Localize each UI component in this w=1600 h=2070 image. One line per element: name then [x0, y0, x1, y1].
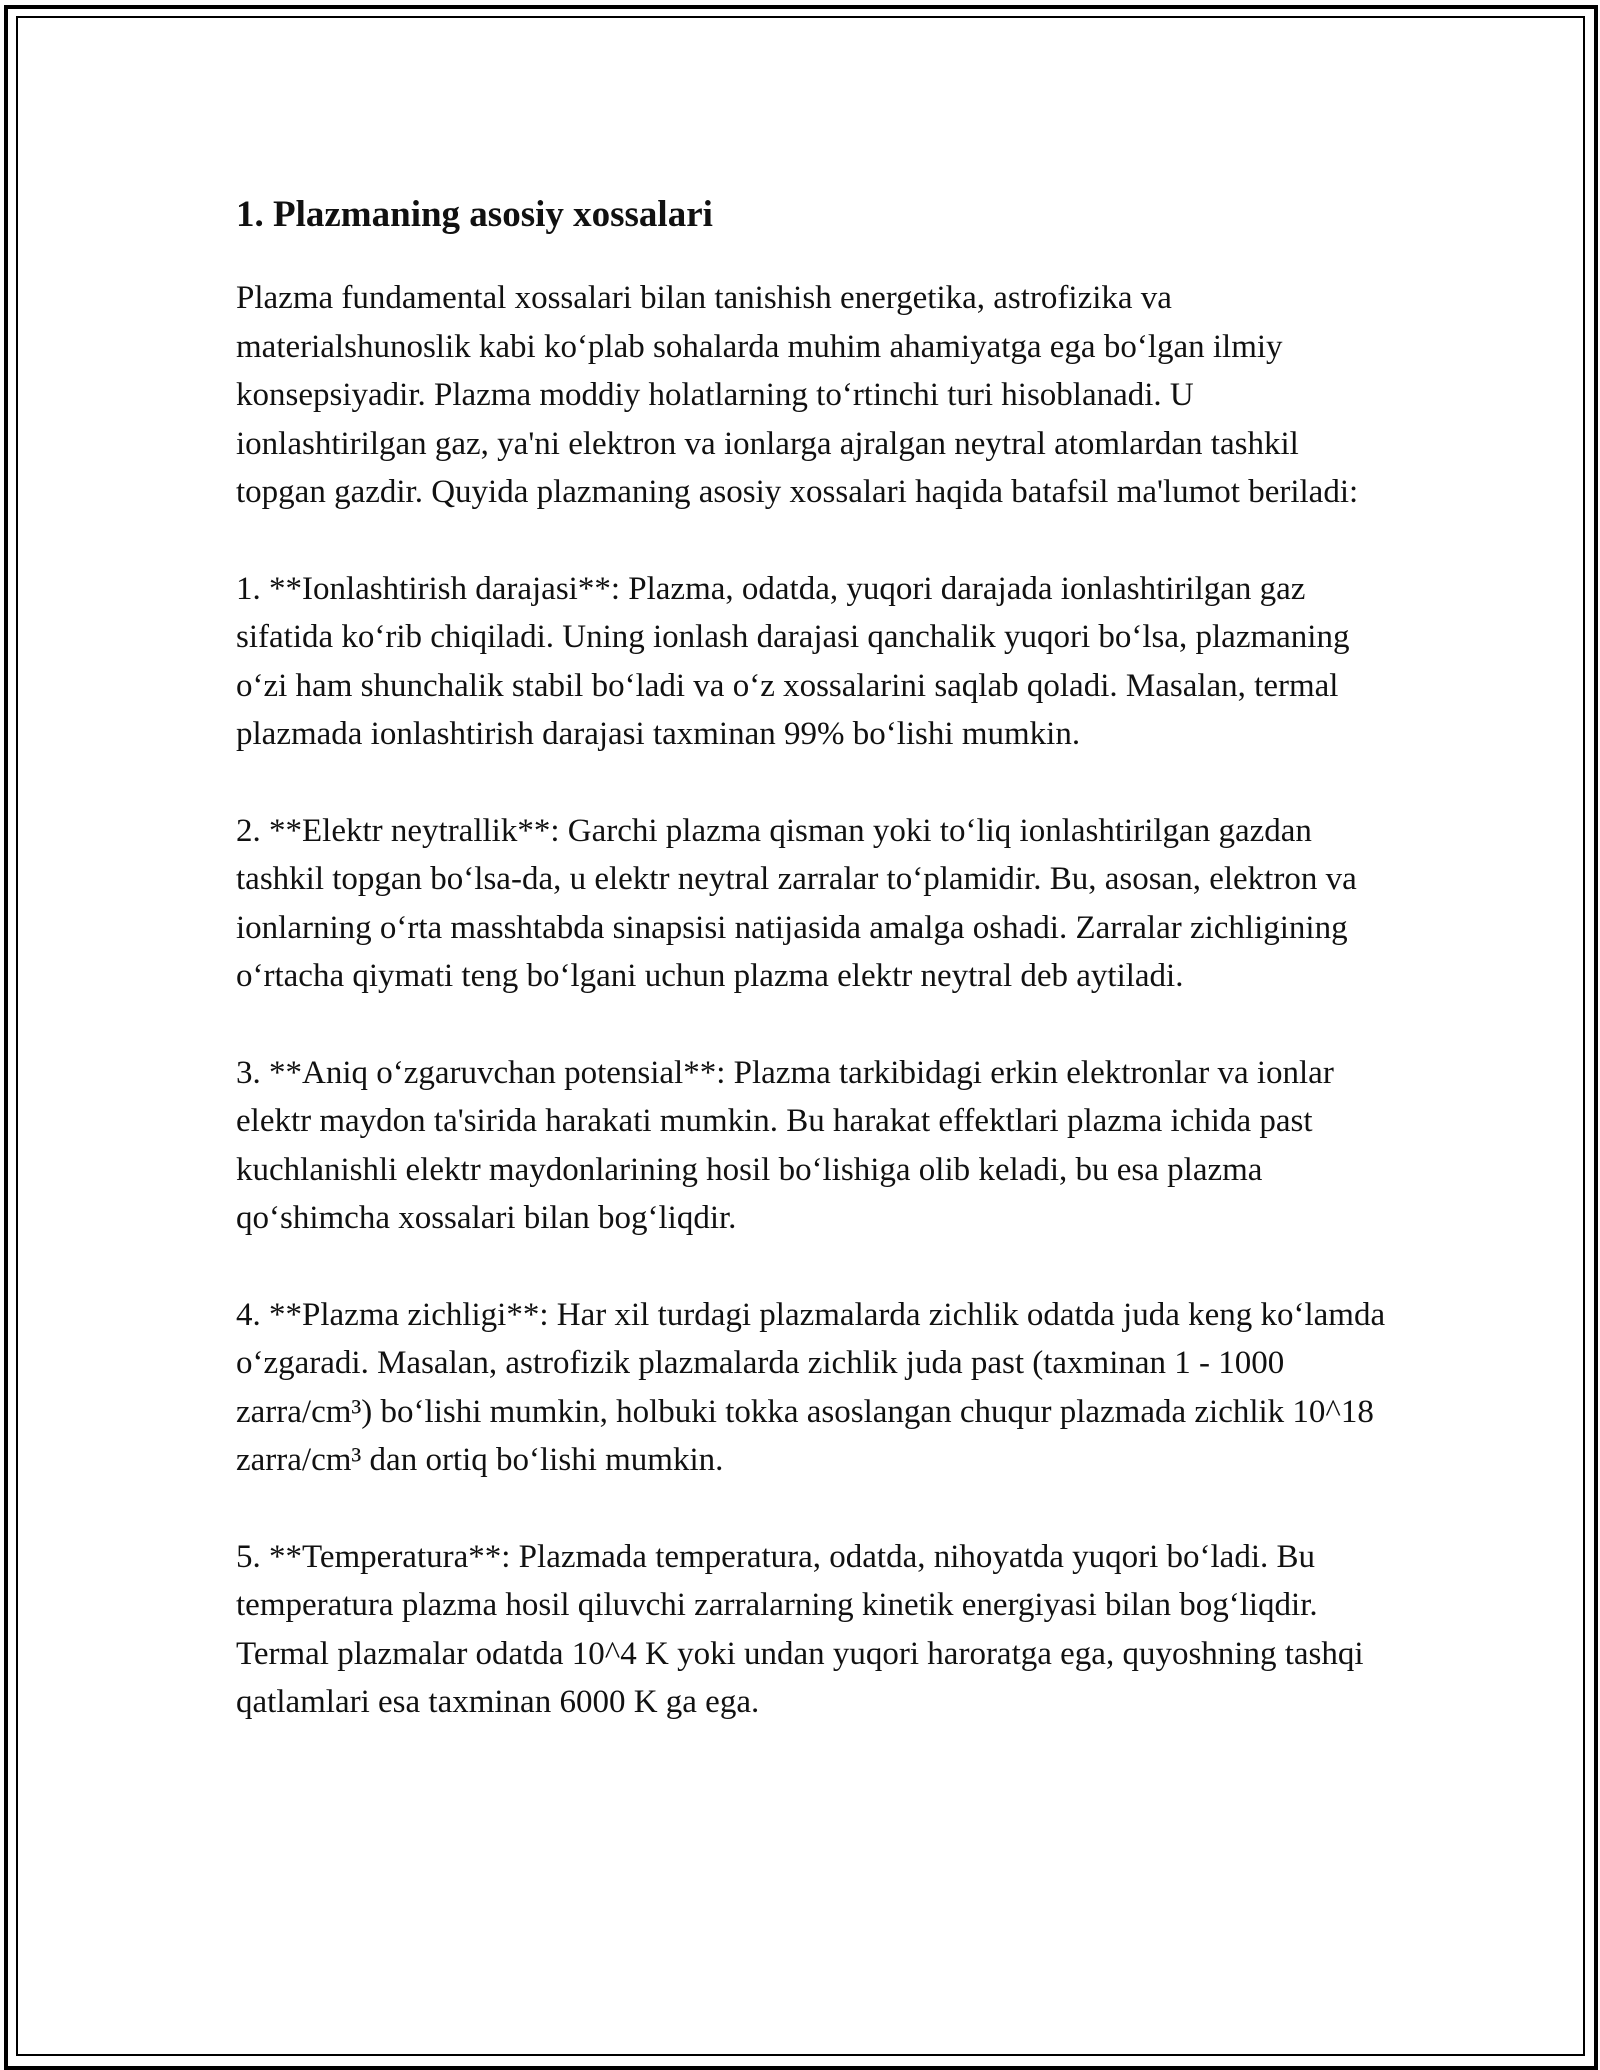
temperature-paragraph: 5. **Temperatura**: Plazmada temperatura, odatda, nihoyatda yuqori bo‘ladi. Bu temperatura plazma hosil qiluvchi zarralarning kinetik energiyasi bilan bog‘liqdir. Termal plazmalar odatda 10^4 K yoki undan yuqori haroratga ega, quyoshning tashqi qatlamlari esa taxminan 6000 K ga ega. [236, 1538, 1364, 1720]
density-paragraph: 4. **Plazma zichligi**: Har xil turdagi plazmalarda zichlik odatda juda keng ko‘lamda o‘zgaradi. Masalan, astrofizik plazmalarda zichlik juda past (taxminan 1 - 1000 zarra/cm³) bo‘lishi mumkin, holbuki tokka asoslangan chuqur plazmada zichlik 10^18 zarra/cm³ dan ortiq bo‘lishi mumkin. [236, 1296, 1386, 1478]
section-heading: 1. Plazmaning asosiy xossalari [236, 194, 713, 235]
potential-paragraph: 3. **Aniq o‘zgaruvchan potensial**: Plazma tarkibidagi erkin elektronlar va ionlar elektr maydon ta'sirida harakati mumkin. Bu harakat effektlari plazma ichida past kuchlanishli elektr maydonlarining hosil bo‘lishiga olib keladi, bu esa plazma qo‘shimcha xossalari bilan bog‘liqdir. [236, 1054, 1334, 1236]
intro-paragraph: Plazma fundamental xossalari bilan tanishish energetika, astrofizika va materialshunoslik kabi ko‘plab sohalarda muhim ahamiyatga ega bo‘lgan ilmiy konsepsiyadir. Plazma moddiy holatlarning to‘rtinchi turi hisoblanadi. U ionlashtirilgan gaz, ya'ni elektron va ionlarga ajralgan neytral atomlardan tashkil topgan gazdir. Quyida plazmaning asosiy xossalari haqida batafsil ma'lumot beriladi: [236, 280, 1359, 510]
ionization-paragraph: 1. **Ionlashtirish darajasi**: Plazma, odatda, yuqori darajada ionlashtirilgan gaz sifatida ko‘rib chiqiladi. Uning ionlash darajasi qanchalik yuqori bo‘lsa, plazmaning o‘zi ham shunchalik stabil bo‘ladi va o‘z xossalarini saqlab qoladi. Masalan, termal plazmada ionlashtirish darajasi taxminan 99% bo‘lishi mumkin. [236, 570, 1350, 752]
electric-neutrality-paragraph: 2. **Elektr neytrallik**: Garchi plazma qisman yoki to‘liq ionlashtirilgan gazdan tashkil topgan bo‘lsa-da, u elektr neytral zarralar to‘plamidir. Bu, asosan, elektron va ionlarning o‘rta masshtabda sinapsisi natijasida amalga oshadi. Zarralar zichligining o‘rtacha qiymati teng bo‘lgani uchun plazma elektr neytral deb aytiladi. [236, 812, 1357, 994]
document-body [236, 180, 1386, 1775]
